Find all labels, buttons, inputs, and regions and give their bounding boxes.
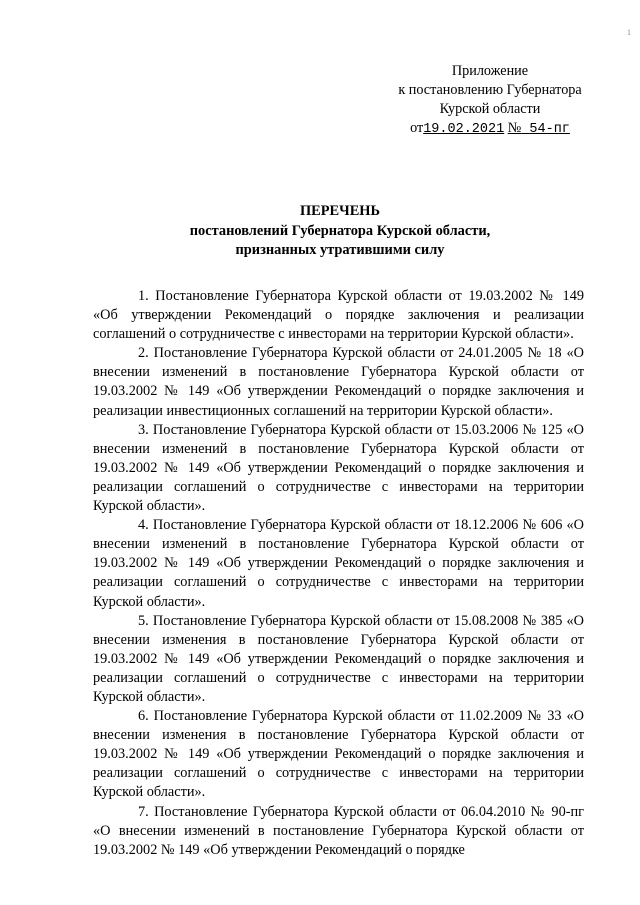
document-title <box>90 202 590 261</box>
appendix-header <box>380 62 600 139</box>
appendix-ref-line: к постановлению Губернатора <box>398 82 582 98</box>
list-item: 4. Постановление Губернатора Курской области от 18.12.2006 № 606 «О внесении изменений в постановление Губернатора Курской области от 19.03.2002 № 149 «Об утверждении Рекомендаций о порядке заключения и реализации соглашений о сотрудничестве с инвесторами на территории Курской области». <box>93 517 584 610</box>
list-item: 6. Постановление Губернатора Курской области от 11.02.2009 № 33 «О внесении изменения в постановление Губернатора Курской области от 19.03.2002 № 149 «Об утверждении Рекомендаций о порядке заключения и реализации соглашений о сотрудничестве с инвесторами на территории Курской области». <box>93 708 584 801</box>
list-item: 5. Постановление Губернатора Курской области от 15.08.2008 № 385 «О внесении изменения в постановление Губернатора Курской области от 19.03.2002 № 149 «Об утверждении Рекомендаций о порядке заключения и реализации соглашений о сотрудничестве с инвесторами на территории Курской области». <box>93 612 584 705</box>
title-line-2: постановлений Губернатора Курской области, <box>189 222 491 239</box>
list-item: 7. Постановление Губернатора Курской области от 06.04.2010 № 90-пг «О внесении изменений в постановление Губернатора Курской области от 19.03.2002 № 149 «Об утверждении Рекомендаций о порядке <box>93 803 584 858</box>
appendix-date: 19.02.2021 <box>423 122 505 137</box>
page-corner-mark: 1 <box>627 28 631 37</box>
appendix-region-line: Курской области <box>439 101 541 117</box>
appendix-date-number-line <box>380 119 600 139</box>
title-line-3: признанных утратившими силу <box>235 242 445 258</box>
list-item: 3. Постановление Губернатора Курской области от 15.03.2006 № 125 «О внесении изменений в постановление Губернатора Курской области от 19.03.2002 № 149 «Об утверждении Рекомендаций о порядке заключения и реализации соглашений о сотрудничестве с инвесторами на территории Курской области». <box>93 421 584 515</box>
list-item: 1. Постановление Губернатора Курской области от 19.03.2002 № 149 «Об утверждении Рекомендаций о порядке заключения и реализации соглашений о сотрудничестве с инвесторами на территории Курской области». <box>93 288 584 343</box>
items-list <box>93 287 584 860</box>
list-item: 2. Постановление Губернатора Курской области от 24.01.2005 № 18 «О внесении изменений в постановление Губернатора Курской области от 19.03.2002 № 149 «Об утверждении Рекомендаций о порядке заключения и реализации инвестиционных соглашений на территории Курской области». <box>93 345 584 419</box>
title-line-1: ПЕРЕЧЕНЬ <box>299 203 381 219</box>
appendix-number-value: 54-пг <box>529 122 570 137</box>
date-prefix: от <box>410 120 424 136</box>
appendix-title: Приложение <box>451 63 529 79</box>
number-prefix: № <box>507 120 522 136</box>
appendix-number <box>521 122 570 137</box>
